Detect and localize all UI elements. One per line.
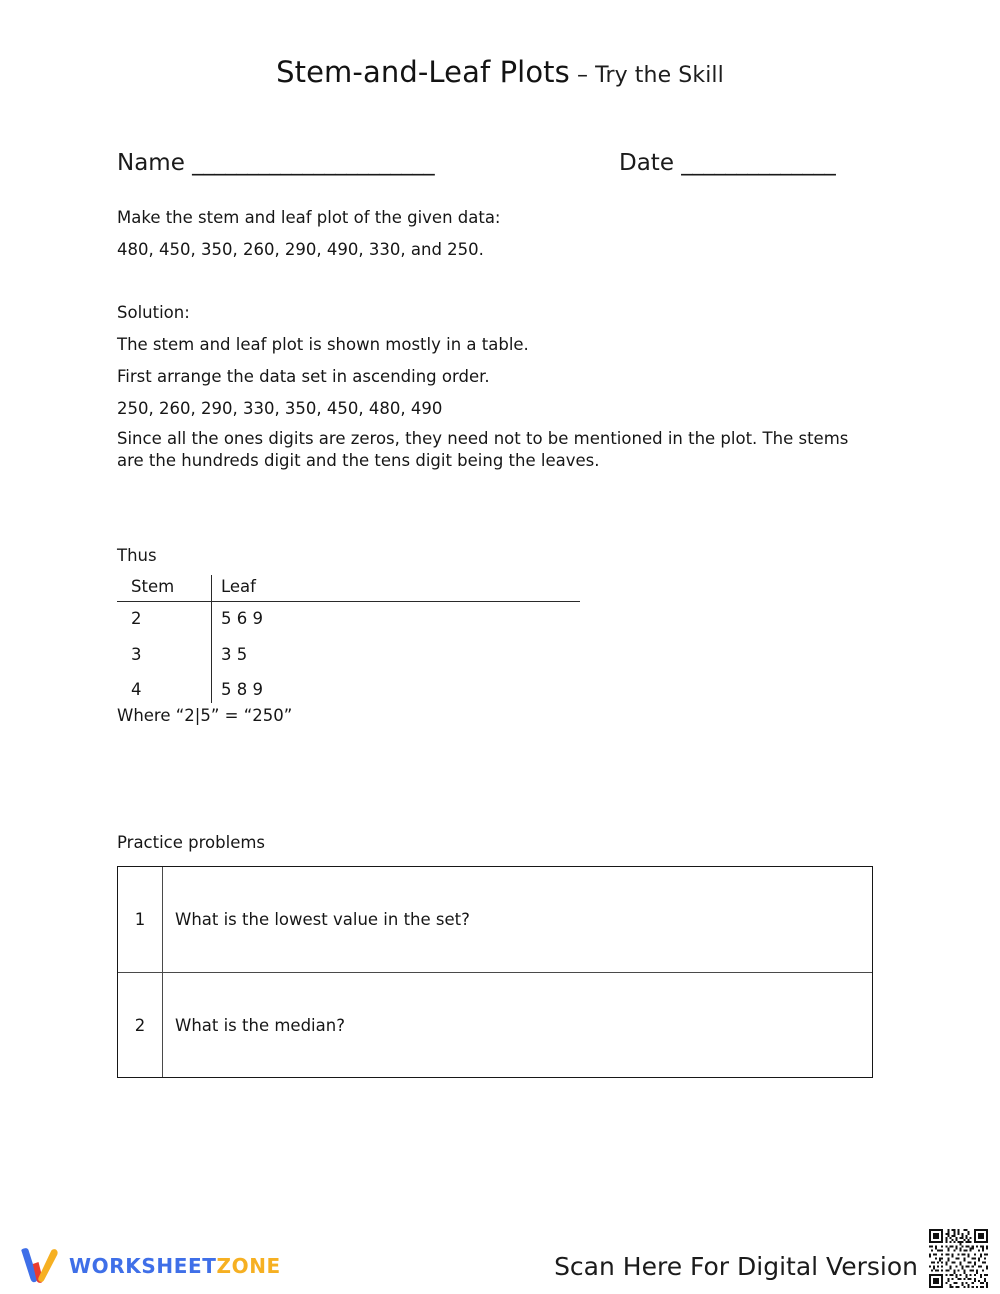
qr-code-icon[interactable] — [929, 1229, 988, 1288]
date-write-line[interactable]: ______________ — [681, 150, 836, 176]
stem-column-header: Stem — [131, 577, 175, 596]
practice-item-question: What is the lowest value in the set? — [175, 910, 470, 929]
problem-prompt: Make the stem and leaf plot of the given data: — [117, 208, 501, 227]
name-label: Name — [117, 150, 185, 176]
practice-item-number: 1 — [118, 867, 163, 972]
page-footer — [0, 1228, 1000, 1294]
stem-leaf-key-note: Where “2|5” = “250” — [117, 706, 293, 725]
stem-value: 4 — [131, 680, 142, 699]
name-date-row — [117, 150, 917, 186]
page-title — [0, 55, 1000, 89]
solution-line-4: Since all the ones digits are zeros, they need not to be mentioned in the plot. The stems are the hundreds digit and the tens digit being the leaves. — [117, 429, 849, 470]
date-field[interactable] — [619, 150, 835, 176]
solution-sorted-data: 250, 260, 290, 330, 350, 450, 480, 490 — [117, 399, 443, 418]
logo-word-secondary: ZONE — [216, 1254, 281, 1278]
stem-and-leaf-table — [117, 575, 580, 703]
practice-problems-table — [117, 866, 873, 1078]
logo-wordmark — [69, 1254, 281, 1278]
name-write-line[interactable]: ______________________ — [192, 150, 435, 176]
table-row[interactable] — [118, 867, 872, 972]
leaf-value: 3 5 — [221, 645, 248, 664]
logo-w-icon — [18, 1248, 60, 1284]
practice-item-question: What is the median? — [175, 1015, 345, 1035]
solution-line-2: First arrange the data set in ascending order. — [117, 367, 490, 386]
problem-data-line: 480, 450, 350, 260, 290, 490, 330, and 250. — [117, 240, 484, 259]
table-row[interactable] — [118, 972, 872, 1077]
page-title-main: Stem-and-Leaf Plots — [276, 55, 570, 89]
table-header-rule — [117, 601, 580, 602]
stem-value: 3 — [131, 645, 142, 664]
leaf-value: 5 8 9 — [221, 680, 263, 699]
practice-problems-label: Practice problems — [117, 833, 266, 852]
logo-word-primary: WORKSHEET — [69, 1254, 217, 1278]
table-column-divider — [211, 575, 212, 703]
worksheet-zone-logo[interactable] — [18, 1248, 281, 1284]
leaf-column-header: Leaf — [221, 577, 256, 596]
thus-label: Thus — [117, 546, 157, 565]
stem-value: 2 — [131, 609, 142, 628]
scan-instruction-text: Scan Here For Digital Version — [554, 1252, 918, 1281]
solution-heading: Solution: — [117, 303, 190, 322]
leaf-value: 5 6 9 — [221, 609, 263, 628]
page-title-subtitle: – Try the Skill — [569, 63, 724, 88]
name-field[interactable] — [117, 150, 434, 176]
practice-item-number: 2 — [118, 973, 163, 1077]
solution-line-1: The stem and leaf plot is shown mostly in a table. — [117, 335, 529, 354]
date-label: Date — [619, 150, 674, 176]
